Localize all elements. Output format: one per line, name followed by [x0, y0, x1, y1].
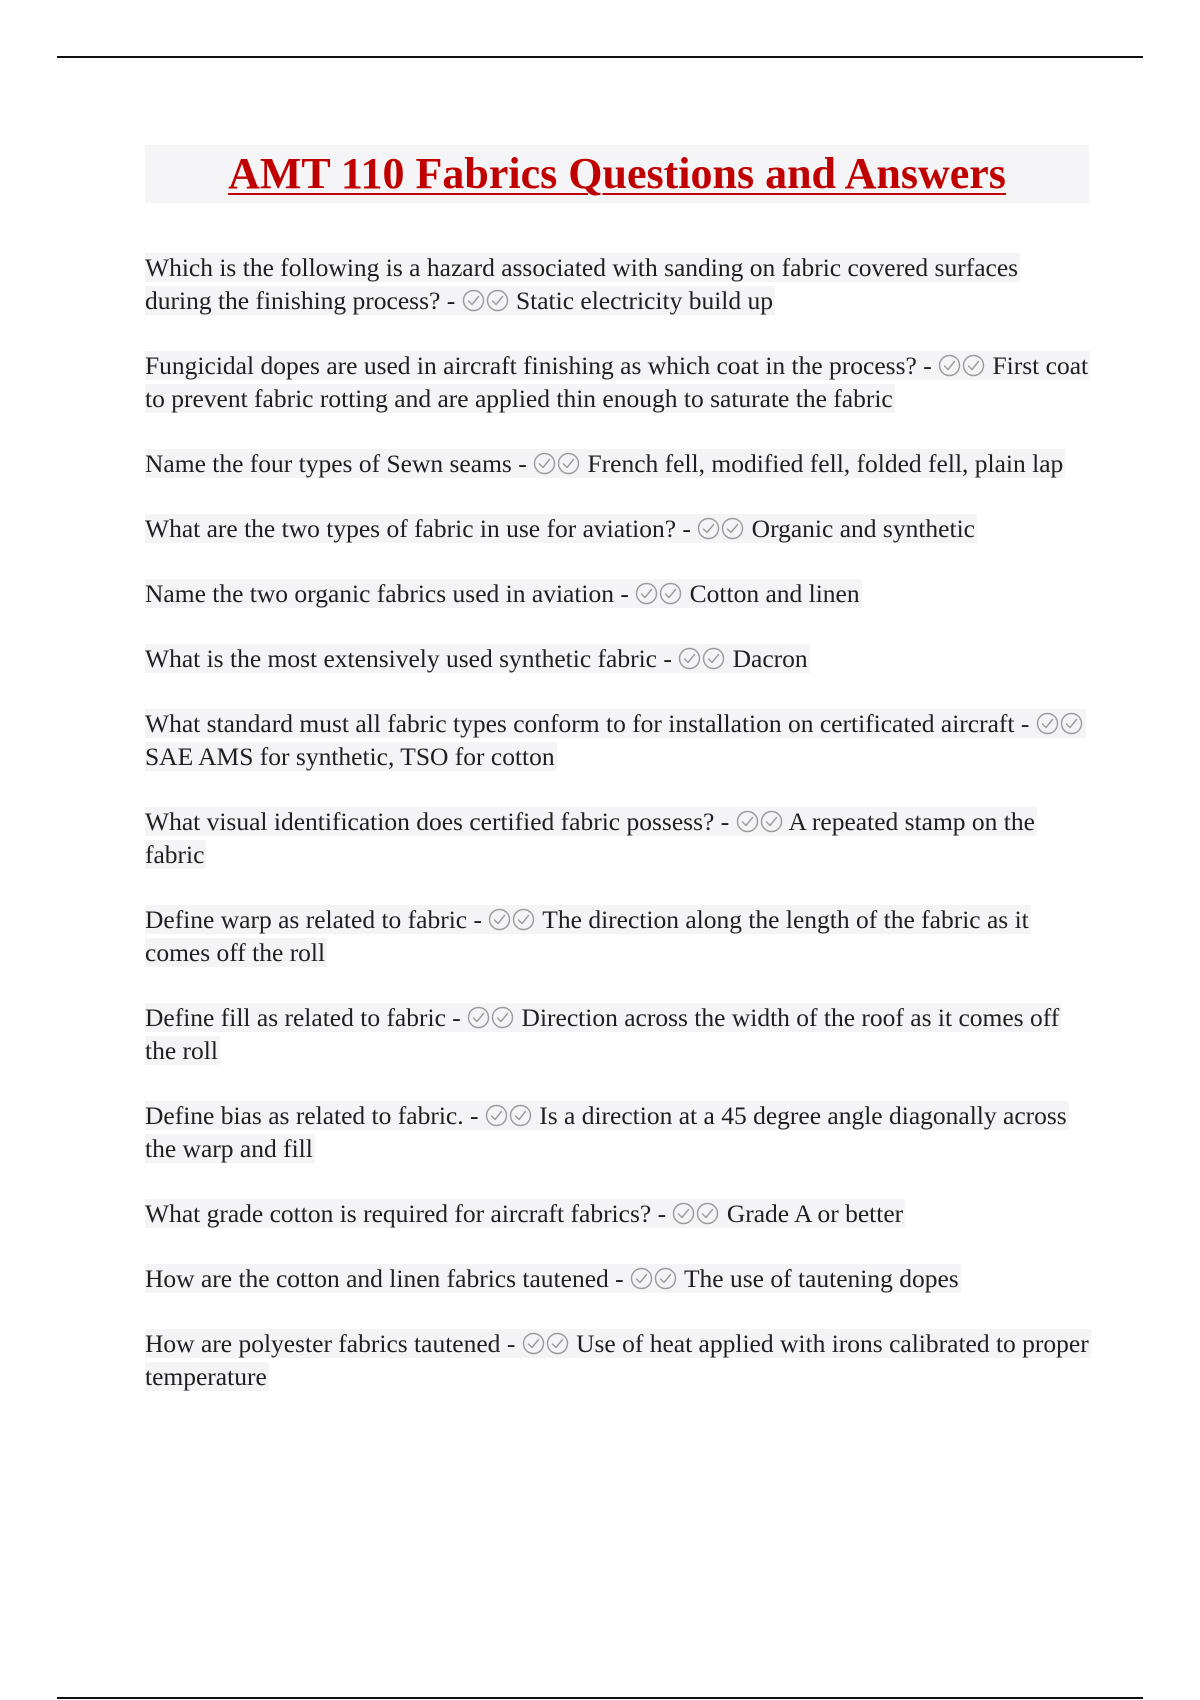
qa-item [145, 512, 1090, 545]
check-circle-icon [512, 908, 535, 931]
separator: - [916, 351, 939, 380]
answer-text: Static electricity build up [515, 286, 774, 315]
separator: - [440, 286, 462, 315]
answer-text: Dacron [732, 644, 808, 673]
separator: - [467, 905, 489, 934]
check-circle-icon [546, 1332, 569, 1355]
question-text: What grade cotton is required for aircraft fabrics? [145, 1199, 652, 1228]
question-text: How are the cotton and linen fabrics tautened [145, 1264, 609, 1293]
separator: - [676, 514, 698, 543]
title-banner [145, 145, 1089, 203]
separator: - [1014, 709, 1036, 738]
qa-text [145, 449, 1065, 478]
question-text: What standard must all fabric types conform to for installation on certificated aircraft [145, 709, 1015, 738]
double-checkmark-icon [1036, 709, 1084, 738]
qa-item [145, 349, 1090, 415]
qa-item [145, 577, 1090, 610]
qa-text [145, 579, 862, 608]
separator: - [500, 1329, 522, 1358]
answer-text: French fell, modified fell, folded fell, plain lap [587, 449, 1064, 478]
qa-text [145, 1329, 1091, 1391]
double-checkmark-icon [533, 449, 581, 478]
bottom-rule [57, 1697, 1143, 1699]
double-checkmark-icon [630, 1264, 678, 1293]
page-title: AMT 110 Fabrics Questions and Answers [228, 149, 1006, 198]
double-checkmark-icon [736, 807, 784, 836]
answer-text: A repeated stamp on the fabric [145, 807, 1035, 869]
qa-text [145, 709, 1086, 771]
check-circle-icon [462, 289, 485, 312]
qa-text [145, 1101, 1069, 1163]
qa-item [145, 1327, 1090, 1393]
qa-item [145, 1197, 1090, 1230]
qa-item [145, 1099, 1090, 1165]
double-checkmark-icon [938, 351, 986, 380]
check-circle-icon [721, 517, 744, 540]
check-circle-icon [522, 1332, 545, 1355]
double-checkmark-icon [697, 514, 745, 543]
check-circle-icon [678, 647, 701, 670]
qa-text [145, 514, 977, 543]
question-text: Define bias as related to fabric. [145, 1101, 464, 1130]
answer-text: The direction along the length of the fabric as it comes off the roll [145, 905, 1029, 967]
double-checkmark-icon [467, 1003, 515, 1032]
check-circle-icon [467, 1006, 490, 1029]
answer-text: Cotton and linen [689, 579, 860, 608]
check-circle-icon [486, 289, 509, 312]
check-circle-icon [488, 908, 511, 931]
check-circle-icon [635, 582, 658, 605]
double-checkmark-icon [635, 579, 683, 608]
qa-item [145, 805, 1090, 871]
check-circle-icon [1036, 712, 1059, 735]
answer-text: Direction across the width of the roof as it comes off the roll [145, 1003, 1060, 1065]
check-circle-icon [509, 1104, 532, 1127]
check-circle-icon [696, 1202, 719, 1225]
top-rule [57, 56, 1143, 58]
check-circle-icon [697, 517, 720, 540]
qa-text [145, 644, 810, 673]
question-text: Fungicidal dopes are used in aircraft finishing as which coat in the process? [145, 351, 917, 380]
qa-item [145, 1262, 1090, 1295]
question-text: What is the most extensively used synthetic fabric [145, 644, 657, 673]
qa-item [145, 642, 1090, 675]
double-checkmark-icon [462, 286, 510, 315]
question-text: Define fill as related to fabric [145, 1003, 446, 1032]
check-circle-icon [1060, 712, 1083, 735]
qa-item [145, 707, 1090, 773]
qa-item [145, 1001, 1090, 1067]
qa-text [145, 351, 1090, 413]
check-circle-icon [938, 354, 961, 377]
question-text: What visual identification does certified fabric possess? [145, 807, 715, 836]
qa-list [145, 251, 1090, 1425]
answer-text: Grade A or better [726, 1199, 904, 1228]
question-text: What are the two types of fabric in use for aviation? [145, 514, 677, 543]
separator: - [651, 1199, 673, 1228]
separator: - [714, 807, 736, 836]
double-checkmark-icon [672, 1199, 720, 1228]
qa-text [145, 253, 1020, 315]
qa-text [145, 905, 1031, 967]
answer-text: SAE AMS for synthetic, TSO for cotton [145, 742, 555, 771]
separator: - [445, 1003, 468, 1032]
answer-text: Organic and synthetic [751, 514, 975, 543]
check-circle-icon [736, 810, 759, 833]
answer-text: Is a direction at a 45 degree angle diagonally across the warp and fill [145, 1101, 1067, 1163]
question-text: Which is the following is a hazard associated with sanding on fabric covered surfaces during the finishing process? [145, 253, 1019, 315]
qa-text [145, 1264, 961, 1293]
qa-text [145, 1003, 1061, 1065]
qa-item [145, 903, 1090, 969]
answer-text: Use of heat applied with irons calibrated to proper temperature [145, 1329, 1089, 1391]
check-circle-icon [962, 354, 985, 377]
check-circle-icon [654, 1267, 677, 1290]
question-text: Name the four types of Sewn seams [145, 449, 512, 478]
check-circle-icon [702, 647, 725, 670]
qa-text [145, 1199, 905, 1228]
separator: - [511, 449, 534, 478]
check-circle-icon [485, 1104, 508, 1127]
check-circle-icon [533, 452, 556, 475]
double-checkmark-icon [678, 644, 726, 673]
question-text: Name the two organic fabrics used in aviation [145, 579, 615, 608]
check-circle-icon [630, 1267, 653, 1290]
question-text: Define warp as related to fabric [145, 905, 468, 934]
question-text: How are polyester fabrics tautened [145, 1329, 501, 1358]
check-circle-icon [557, 452, 580, 475]
qa-text [145, 807, 1037, 869]
separator: - [463, 1101, 485, 1130]
answer-text: First coat to prevent fabric rotting and are applied thin enough to saturate the fabric [145, 351, 1089, 413]
double-checkmark-icon [488, 905, 536, 934]
separator: - [614, 579, 636, 608]
check-circle-icon [760, 810, 783, 833]
separator: - [657, 644, 679, 673]
separator: - [608, 1264, 631, 1293]
check-circle-icon [672, 1202, 695, 1225]
check-circle-icon [659, 582, 682, 605]
answer-text: The use of tautening dopes [683, 1264, 959, 1293]
qa-item [145, 251, 1090, 317]
double-checkmark-icon [485, 1101, 533, 1130]
check-circle-icon [491, 1006, 514, 1029]
qa-item [145, 447, 1090, 480]
double-checkmark-icon [522, 1329, 570, 1358]
